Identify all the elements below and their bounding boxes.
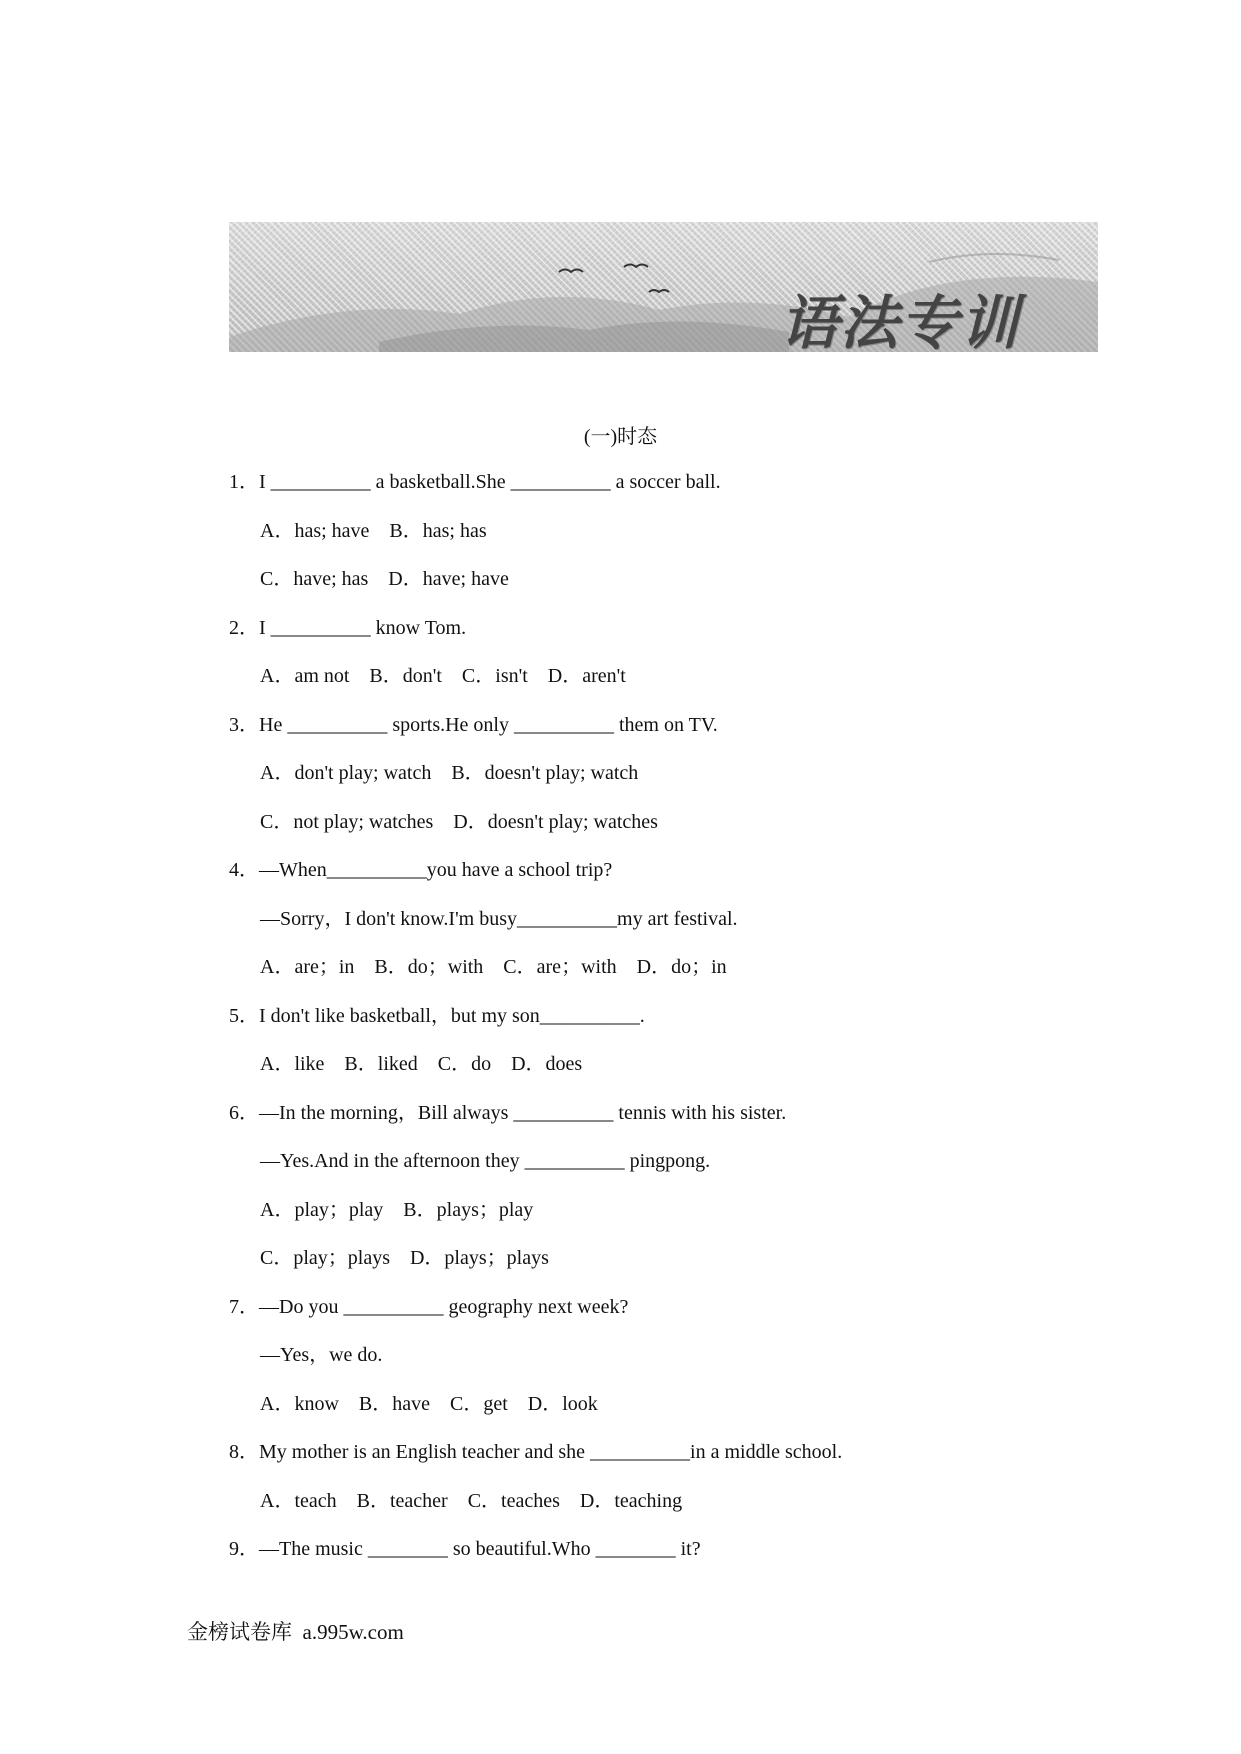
question-3-stem: 3．He __________ sports.He only __________ them on TV.	[229, 714, 718, 736]
question-9-stem: 9．—The music ________ so beautiful.Who ________ it?	[229, 1538, 701, 1560]
footer-source: 金榜试卷库 a.995w.com	[187, 1620, 404, 1644]
header-banner	[229, 222, 1098, 352]
question-1-options-row-2: C．have; has D．have; have	[260, 568, 509, 590]
section-title: (一)时态	[583, 426, 658, 448]
question-4-options: A．are；in B．do；with C．are；with D．do；in	[260, 956, 727, 978]
question-3-options-row-1: A．don't play; watch B．doesn't play; watch	[260, 762, 639, 784]
question-3-options-row-2: C．not play; watches D．doesn't play; watches	[260, 811, 658, 833]
question-7-stem: 7．—Do you __________ geography next week?	[229, 1296, 629, 1318]
question-6-stem: 6．—In the morning，Bill always __________ tennis with his sister.	[229, 1102, 787, 1124]
question-5-stem: 5．I don't like basketball，but my son__________.	[229, 1005, 645, 1027]
question-4-stem: 4．—When__________you have a school trip?	[229, 859, 613, 881]
question-1-options-row-1: A．has; have B．has; has	[260, 520, 487, 542]
question-6-options-row-2: C．play；plays D．plays；plays	[260, 1247, 549, 1269]
question-8-stem: 8．My mother is an English teacher and she __________in a middle school.	[229, 1441, 843, 1463]
question-8-options: A．teach B．teacher C．teaches D．teaching	[260, 1490, 683, 1512]
question-1-stem: 1．I __________ a basketball.She __________ a soccer ball.	[229, 471, 721, 493]
banner-title: 语法专训	[779, 289, 1020, 352]
question-7-options: A．know B．have C．get D．look	[260, 1393, 598, 1415]
question-7-reply: —Yes，we do.	[260, 1344, 383, 1366]
question-2-options: A．am not B．don't C．isn't D．aren't	[260, 665, 626, 687]
question-5-options: A．like B．liked C．do D．does	[260, 1053, 583, 1075]
question-2-stem: 2．I __________ know Tom.	[229, 617, 467, 639]
birds-icon	[559, 265, 669, 293]
question-6-options-row-1: A．play；play B．plays；play	[260, 1199, 534, 1221]
question-4-reply: —Sorry，I don't know.I'm busy__________my art festival.	[260, 908, 738, 930]
question-6-reply: —Yes.And in the afternoon they __________ pingpong.	[260, 1150, 711, 1172]
